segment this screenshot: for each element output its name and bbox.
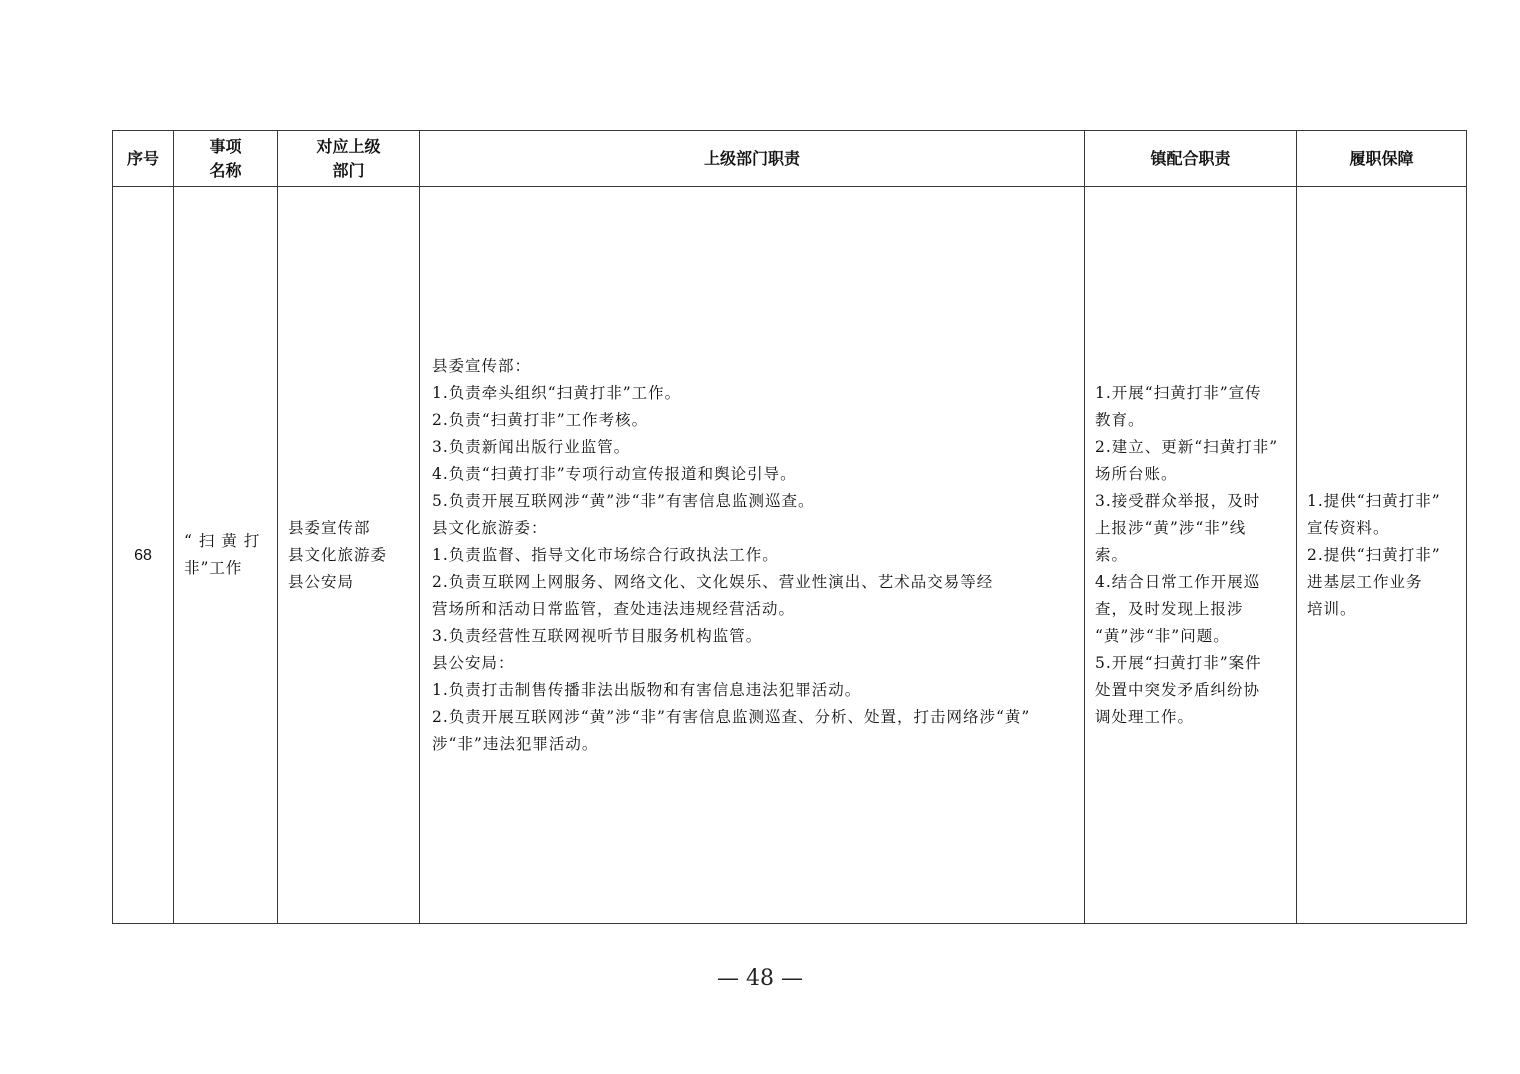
department-line: 县公安局 xyxy=(288,572,355,591)
row-seq: 68 xyxy=(113,187,174,924)
row-departments xyxy=(278,187,420,924)
town-duty-line: “黄”涉“非”问题。 xyxy=(1095,626,1230,645)
header-item-line2: 名称 xyxy=(209,160,242,180)
town-duty-line: 场所台账。 xyxy=(1095,464,1178,483)
department-line: 县委宣传部 xyxy=(288,518,371,537)
header-town-duty: 镇配合职责 xyxy=(1085,131,1297,187)
town-duty-line: 处置中突发矛盾纠纷协 xyxy=(1095,680,1261,699)
row-superior-duties xyxy=(420,187,1085,924)
header-guarantee: 履职保障 xyxy=(1297,131,1467,187)
page-number: — 48 — xyxy=(717,966,803,991)
superior-duty-line: 2.负责互联网上网服务、网络文化、文化娱乐、营业性演出、艺术品交易等经 xyxy=(432,572,994,591)
table-row xyxy=(113,187,1467,924)
guarantee-line: 2.提供“扫黄打非” xyxy=(1307,545,1441,564)
header-seq: 序号 xyxy=(113,131,174,187)
superior-duty-line: 县公安局： xyxy=(432,653,515,672)
superior-duty-line: 5.负责开展互联网涉“黄”涉“非”有害信息监测巡查。 xyxy=(432,491,815,510)
header-item-name xyxy=(174,131,278,187)
guarantee-line: 培训。 xyxy=(1307,599,1357,618)
town-duty-line: 1.开展“扫黄打非”宣传 xyxy=(1095,383,1262,402)
row-town-duties xyxy=(1085,187,1297,924)
superior-duty-line: 4.负责“扫黄打非”专项行动宣传报道和舆论引导。 xyxy=(432,464,797,483)
town-duty-line: 4.结合日常工作开展巡 xyxy=(1095,572,1261,591)
superior-duty-line: 县委宣传部： xyxy=(432,356,532,375)
item-name-line2: 非”工作 xyxy=(184,559,243,577)
guarantee-line: 宣传资料。 xyxy=(1307,518,1390,537)
superior-duty-line: 3.负责新闻出版行业监管。 xyxy=(432,437,631,456)
town-duty-line: 查，及时发现上报涉 xyxy=(1095,599,1244,618)
town-duty-line: 教育。 xyxy=(1095,410,1145,429)
superior-duty-line: 1.负责监督、指导文化市场综合行政执法工作。 xyxy=(432,545,779,564)
header-dept-line2: 部门 xyxy=(332,160,365,180)
department-line: 县文化旅游委 xyxy=(288,545,388,564)
town-duty-line: 索。 xyxy=(1095,545,1129,564)
header-superior-duty: 上级部门职责 xyxy=(420,131,1085,187)
header-department xyxy=(278,131,420,187)
superior-duty-line: 1.负责打击制售传播非法出版物和有害信息违法犯罪活动。 xyxy=(432,680,862,699)
superior-duty-line: 1.负责牵头组织“扫黄打非”工作。 xyxy=(432,383,682,402)
superior-duty-line: 县文化旅游委： xyxy=(432,518,548,537)
guarantee-line: 1.提供“扫黄打非” xyxy=(1307,491,1441,510)
row-item-name xyxy=(174,187,278,924)
superior-duty-line: 涉“非”违法犯罪活动。 xyxy=(432,734,599,753)
header-dept-line1: 对应上级 xyxy=(316,136,381,156)
superior-duty-line: 2.负责“扫黄打非”工作考核。 xyxy=(432,410,649,429)
superior-duty-line: 营场所和活动日常监管，查处违法违规经营活动。 xyxy=(432,599,796,618)
town-duty-line: 3.接受群众举报，及时 xyxy=(1095,491,1261,510)
superior-duty-line: 2.负责开展互联网涉“黄”涉“非”有害信息监测巡查、分析、处置，打击网络涉“黄” xyxy=(432,707,1031,726)
table-header-row xyxy=(113,131,1467,187)
guarantee-line: 进基层工作业务 xyxy=(1307,572,1423,591)
town-duty-line: 5.开展“扫黄打非”案件 xyxy=(1095,653,1262,672)
superior-duty-line: 3.负责经营性互联网视听节目服务机构监管。 xyxy=(432,626,763,645)
town-duty-line: 2.建立、更新“扫黄打非” xyxy=(1095,437,1279,456)
item-name-line1: “扫黄打 xyxy=(184,532,267,550)
town-duty-line: 调处理工作。 xyxy=(1095,707,1195,726)
town-duty-line: 上报涉“黄”涉“非”线 xyxy=(1095,518,1247,537)
row-guarantees xyxy=(1297,187,1467,924)
header-item-line1: 事项 xyxy=(209,136,242,156)
duty-table xyxy=(112,130,1467,924)
